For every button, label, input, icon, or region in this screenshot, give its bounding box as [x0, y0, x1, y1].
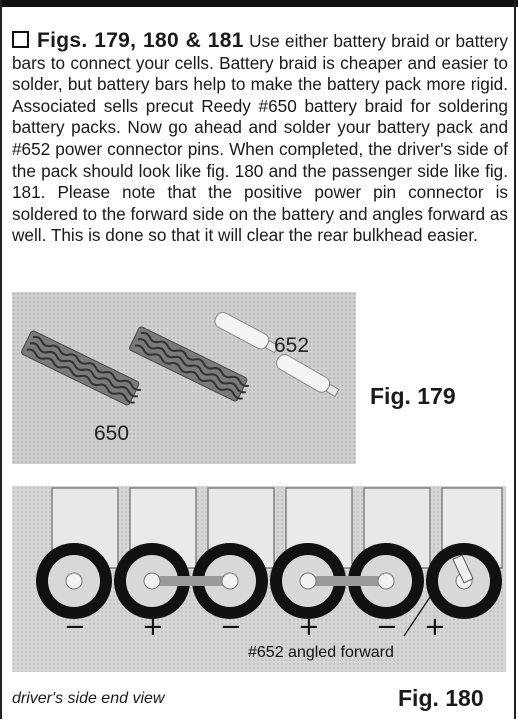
battery-braid-strip-2: [129, 326, 252, 404]
step-checkbox[interactable]: [12, 31, 29, 48]
fig180-photo: [12, 486, 506, 672]
fig179-photo: [12, 292, 356, 464]
battery-cells: [36, 488, 502, 619]
fig180-annotation: #652 angled forward: [248, 644, 394, 661]
part-number-652: 652: [274, 334, 310, 357]
polarity-sign-1: −: [64, 612, 86, 642]
polarity-sign-2: +: [142, 612, 164, 642]
polarity-sign-5: −: [376, 612, 398, 642]
battery-braid-strip-1: [21, 330, 144, 408]
fig180-label: Fig. 180: [398, 685, 484, 711]
power-connector-pin-2: [274, 352, 341, 400]
instruction-paragraph: [12, 30, 508, 247]
polarity-sign-6: +: [424, 612, 446, 642]
polarity-sign-4: +: [298, 612, 320, 642]
part-number-650: 650: [94, 422, 130, 445]
fig180-caption: driver's side end view: [12, 690, 165, 707]
fig179-label: Fig. 179: [370, 383, 456, 409]
polarity-sign-3: −: [220, 612, 242, 642]
figure-reference-heading: Figs. 179, 180 & 181: [37, 29, 244, 52]
instruction-body: Use either battery braid or battery bars to connect your cells. Battery braid is cheaper and easier to solder, but battery bars help to make the battery pack more rigid. Associated sells precut Reedy #650 battery braid for soldering battery packs. Now go ahead and solder your battery pack and #652 power connector pins. When completed, the driver's side of the pack should look like fig. 180 and the passenger side like fig. 181. Please note that the positive power pin connector is soldered to the forward side on the battery and angles forward as well. This is done so that it will clear the rear bulkhead easier.: [12, 31, 508, 246]
power-connector-pin-1: [212, 310, 280, 356]
fig179-illustration: [12, 292, 356, 464]
